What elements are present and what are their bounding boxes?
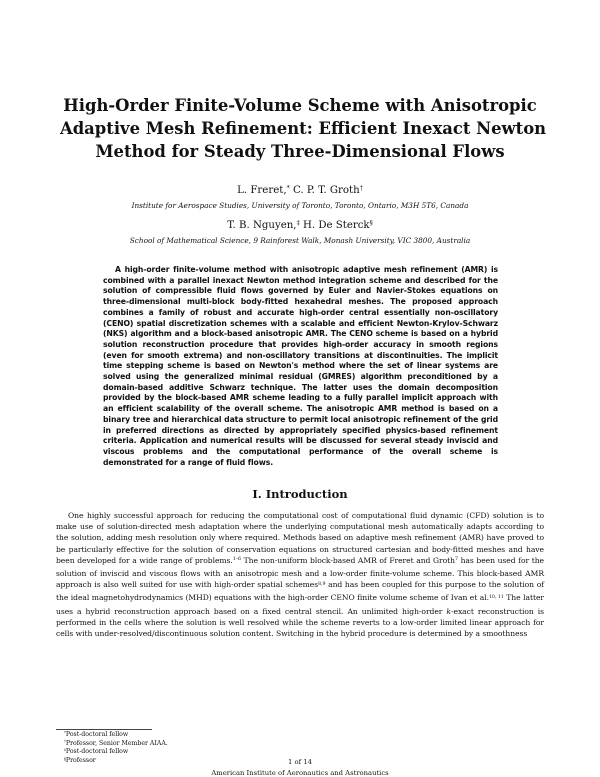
math-variable: k (446, 606, 451, 616)
body-text-segment: and has been coupled for this purpose to the solution of the ideal magnetohydrodynamics (MHD) equations with the high-order CENO finite volume scheme of Ivan et al. (56, 580, 544, 603)
section-heading: I. Introduction (252, 487, 348, 501)
footnote-text: Professor (65, 756, 96, 764)
footnote-text: Post-doctoral fellow (65, 748, 129, 756)
title-line: Method for Steady Three-Dimensional Flows (95, 142, 505, 161)
footnote-text: Professor, Senior Member AIAA. (65, 739, 168, 747)
author-footnote-mark: ‡ (296, 219, 300, 227)
citation: 7 (454, 557, 458, 563)
author-name: C. P. T. Groth (289, 185, 360, 196)
footnote-divider (56, 729, 152, 730)
footer-organization: American Institute of Aeronautics and Astronautics (211, 769, 389, 777)
abstract: A high-order finite-volume method with anisotropic adaptive mesh refinement (AMR) is combined with a parallel inexact Newton method integration scheme and described for the solution of compressible fluid flows governed by Euler and Navier-Stokes equations on three-dimensional multi-block body-fitted hexahedral meshes. The proposed approach combines a family of robust and accurate high-order central essentially non-oscillatory (CENO) spatial discretization schemes with a scalable and efficient Newton-Krylov-Schwarz (NKS) algorithm and a block-based anisotropic AMR. The CENO scheme is based on a hybrid solution reconstruction procedure that provides high-order accuracy in smooth regions (even for smooth extrema) and non-oscillatory transitions at discontinuities. The implicit time stepping scheme is based on Newton's method where the set of linear systems are solved using the generalized minimal residual (GMRES) algorithm preconditioned by a domain-based additive Schwarz technique. The latter uses the domain decomposition provided by the block-based AMR scheme leading to a fully parallel implicit approach with an efficient scalability of the overall scheme. The anisotropic AMR method is based on a binary tree and hierarchical data structure to permit local anisotropic refinement of the grid in preferred directions as directed by appropriately specified physics-based refinement criteria. Application and numerical results will be discussed for several steady inviscid and viscous problems and the computational performance of the overall scheme is demonstrated for a range of fluid flows. (103, 265, 498, 467)
footnote (64, 748, 168, 757)
author-line-2 (60, 219, 540, 233)
footnote-text: Post-doctoral fellow (65, 731, 129, 738)
page-number: 1 of 14 (288, 758, 312, 766)
affiliation-2: School of Mathematical Science, 9 Rainforest Walk, Monash University, VIC 3800, Australia (129, 236, 471, 245)
footnote (64, 731, 168, 740)
author-line-1 (60, 184, 540, 198)
citation: 8,9 (318, 581, 326, 587)
footnote-mark: § (64, 755, 66, 761)
paper-title (60, 94, 547, 163)
body-text-segment: The non-uniform block-based AMR of Freret and Groth (240, 555, 455, 565)
author-name: T. B. Nguyen, (227, 220, 297, 231)
title-line: Adaptive Mesh Refinement: Efficient Inexact Newton (60, 119, 547, 138)
author-footnote-mark: † (359, 184, 363, 192)
body-text-segment: The latter uses a hybrid reconstruction approach based on a fixed central stencil. An unlimited high-order (56, 593, 544, 616)
citation: 10, 11 (488, 594, 504, 600)
author-footnote-mark: * (286, 184, 290, 192)
body-text-segment: One highly successful approach for reducing the computational cost of computational fluid dynamic (CFD) solution is to make use of solution-directed mesh adaptation where the underlying computational mesh automatically adapts according to the solution, adding mesh resolution only where required. Methods based on adaptive mesh refinement (AMR) have proved to be particularly effective for the solution of conservation equations on structured cartesian and body-fitted meshes and have been developed for a wide range of problems. (56, 511, 544, 565)
introduction-paragraph (56, 510, 544, 639)
footnote (64, 740, 168, 749)
author-name: H. De Sterck (299, 220, 370, 231)
body-text-segment: -exact reconstruction is performed in the cells where the solution is well resolved while the scheme reverts to a low-order limited linear approach for cells with under-resolved/discontinuous solution content. Switching in the hybrid procedure is determined by a smoothness (56, 606, 544, 639)
footnote-mark: ‡ (64, 747, 66, 753)
affiliation-1: Institute for Aerospace Studies, University of Toronto, Toronto, Ontario, M3H 5T6, Canada (131, 201, 469, 210)
footnote-mark: † (64, 738, 66, 744)
author-footnote-mark: § (369, 219, 373, 227)
body-text-segment: has been used for the solution of inviscid and viscous flows with an anisotropic mesh and a low-order finite-volume scheme. This block-based AMR approach is also well suited for use with high-order spatial schemes (56, 555, 544, 590)
title-line: High-Order Finite-Volume Scheme with Anisotropic (63, 96, 537, 115)
footnote-mark: * (64, 729, 66, 735)
citation: 1–6 (232, 557, 241, 563)
author-name: L. Freret, (237, 185, 287, 196)
